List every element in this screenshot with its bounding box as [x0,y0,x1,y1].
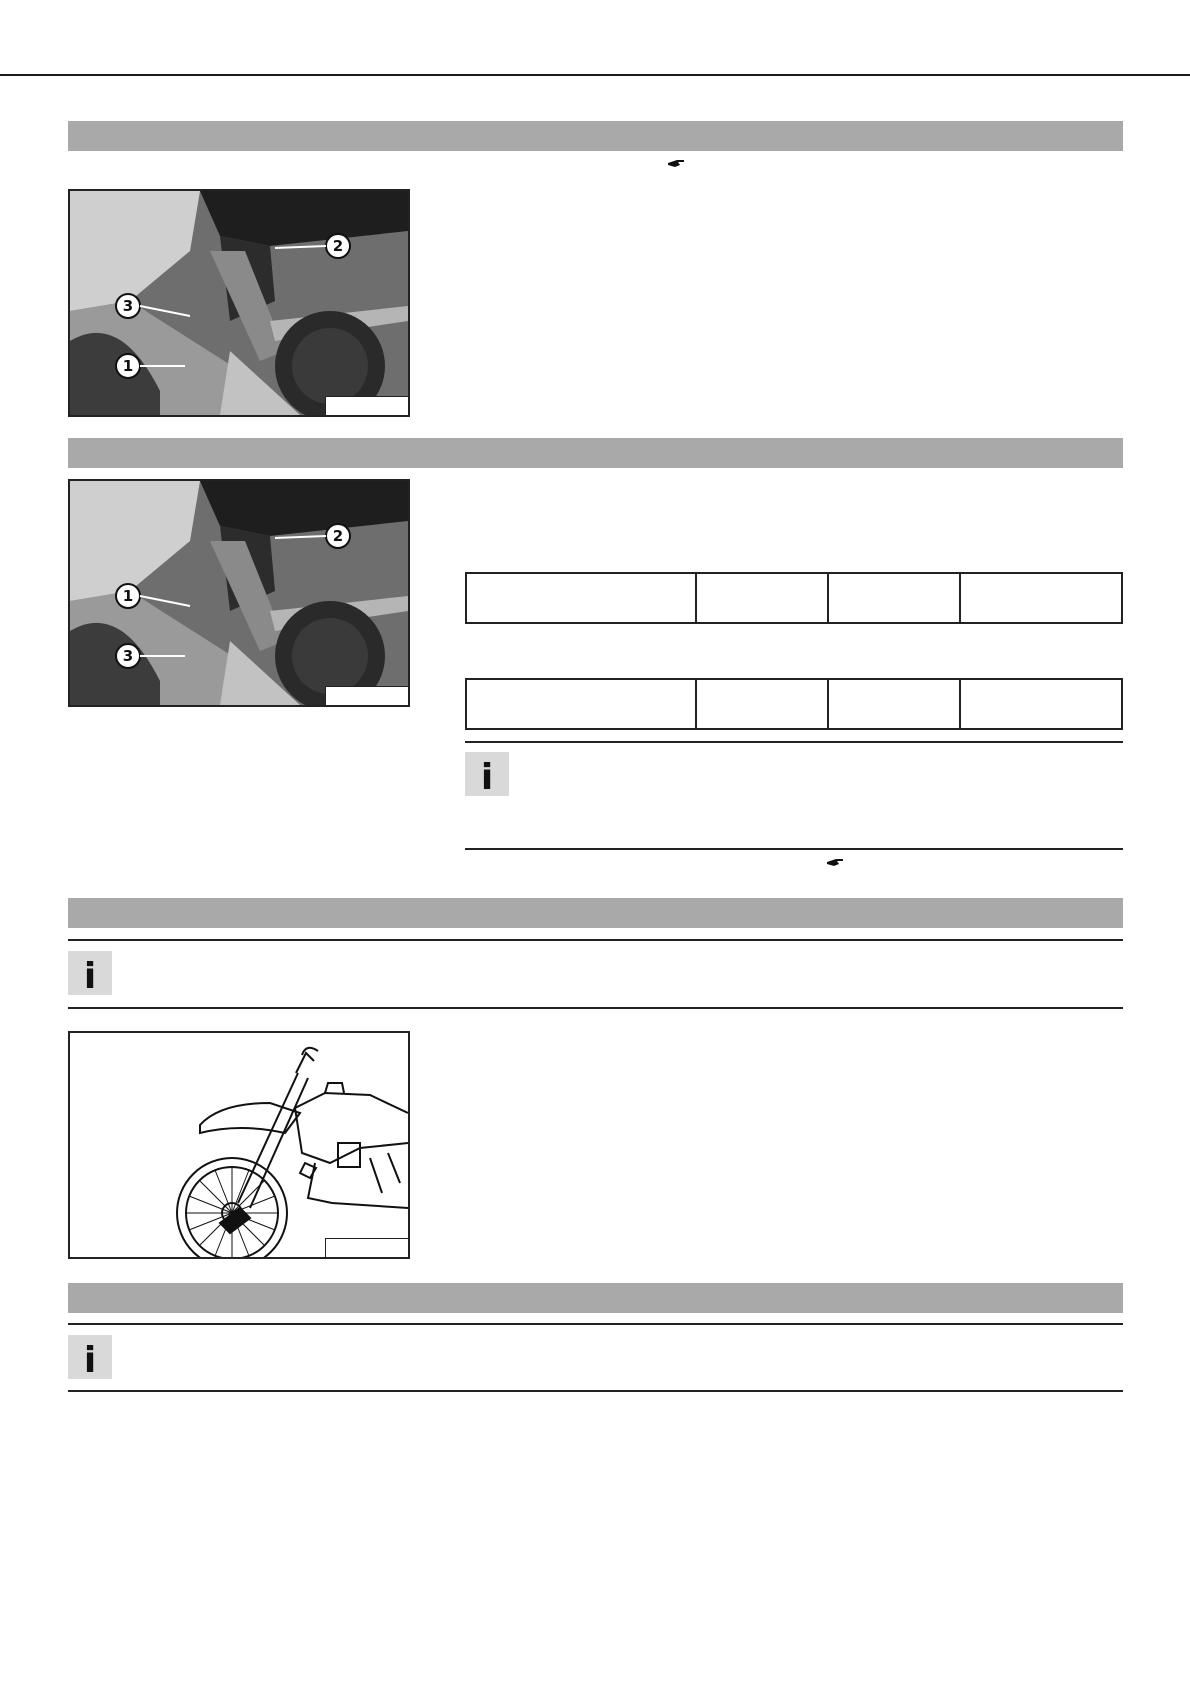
info-icon [68,1335,112,1379]
callout-2: 2 [332,527,344,545]
table-cell [828,573,960,623]
note-bottom-rule [465,848,1123,850]
table-cell [466,573,696,623]
callout-2: 2 [332,237,344,255]
callout-1: 1 [122,357,134,375]
note-bottom-rule [68,1007,1123,1009]
spec-table-2 [465,678,1123,730]
shock-absorber-photo-1 [68,189,410,417]
table-cell [960,573,1122,623]
svg-text:i: i [83,956,97,995]
photo-code-tag [325,686,408,705]
table-cell [696,573,828,623]
svg-text:i: i [83,1340,97,1379]
pointing-hand-icon [826,856,844,870]
spec-table-1 [465,572,1123,624]
note-top-rule [68,1323,1123,1325]
table-row [466,573,1122,623]
pointing-hand-icon [667,157,685,171]
section-header-bar-2 [68,438,1123,468]
table-cell [960,679,1122,729]
info-icon [465,752,509,796]
table-row [466,679,1122,729]
info-icon [68,951,112,995]
photo-code-tag [325,396,408,415]
section-header-bar-1 [68,121,1123,151]
note-top-rule [465,741,1123,743]
section-header-bar-4 [68,1283,1123,1313]
section-header-bar-3 [68,898,1123,928]
callout-1: 1 [122,587,134,605]
callout-3: 3 [122,647,134,665]
svg-text:i: i [480,757,494,796]
table-cell [828,679,960,729]
table-cell [466,679,696,729]
drawing-code-tag [325,1238,408,1257]
table-cell [696,679,828,729]
note-top-rule [68,939,1123,941]
note-bottom-rule [68,1390,1123,1392]
callout-3: 3 [122,297,134,315]
shock-absorber-photo-2 [68,479,410,707]
page-top-rule [0,74,1190,76]
motorcycle-line-drawing [68,1031,410,1259]
